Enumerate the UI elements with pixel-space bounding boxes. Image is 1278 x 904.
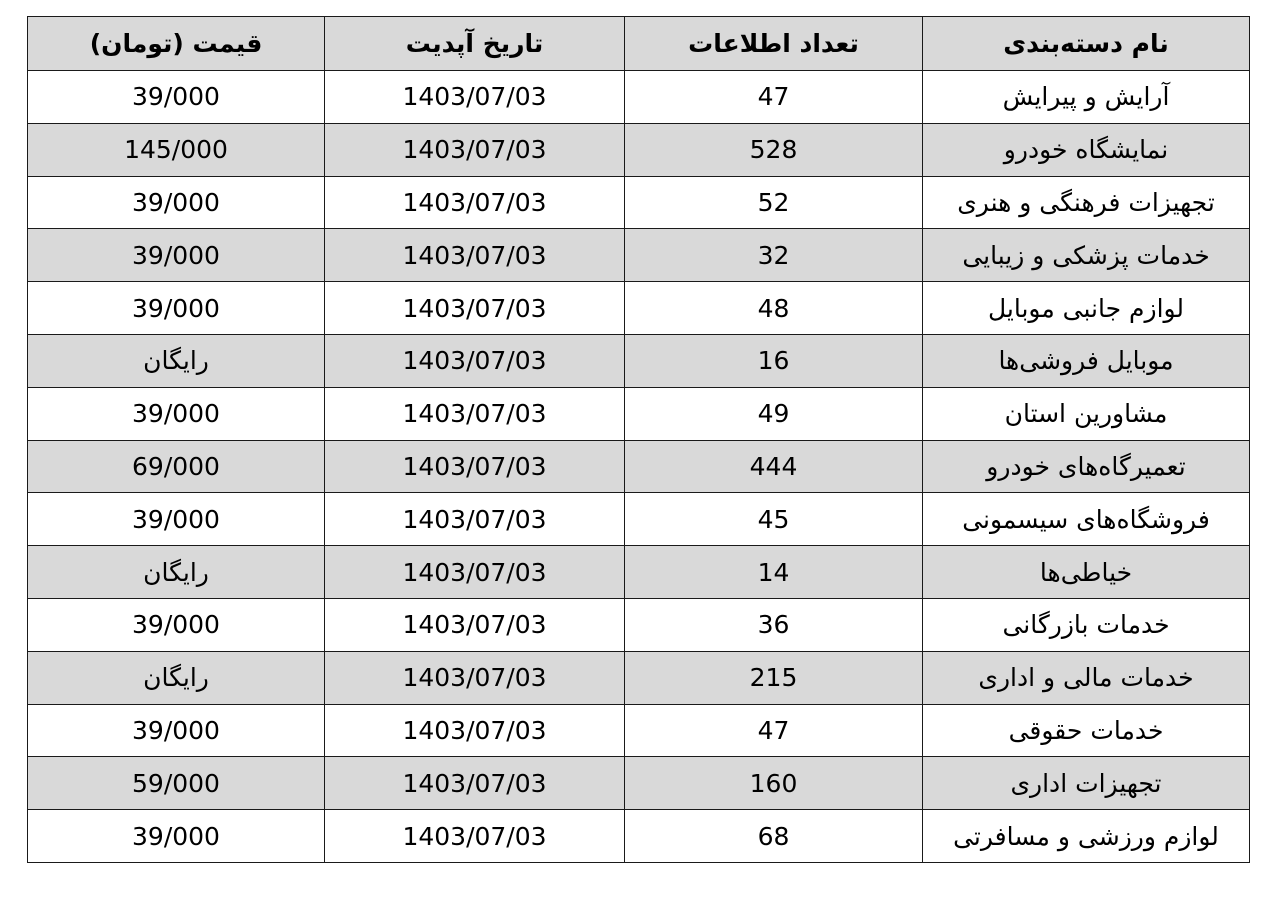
cell-info-count: 444 xyxy=(625,440,923,493)
cell-price: 145/000 xyxy=(28,123,325,176)
cell-category-name: خدمات مالی و اداری xyxy=(923,651,1250,704)
cell-info-count: 48 xyxy=(625,282,923,335)
cell-update-date: 1403/07/03 xyxy=(325,229,625,282)
category-price-table xyxy=(27,16,1250,863)
cell-price: رایگان xyxy=(28,334,325,387)
cell-update-date: 1403/07/03 xyxy=(325,704,625,757)
table-row xyxy=(28,334,1250,387)
cell-price: 39/000 xyxy=(28,176,325,229)
cell-category-name: نمایشگاه خودرو xyxy=(923,123,1250,176)
cell-info-count: 68 xyxy=(625,810,923,863)
cell-price: 39/000 xyxy=(28,704,325,757)
table-row xyxy=(28,810,1250,863)
cell-category-name: خیاطی‌ها xyxy=(923,546,1250,599)
table-row xyxy=(28,651,1250,704)
table-row xyxy=(28,123,1250,176)
cell-update-date: 1403/07/03 xyxy=(325,176,625,229)
cell-category-name: آرایش و پیرایش xyxy=(923,71,1250,124)
cell-price: 39/000 xyxy=(28,71,325,124)
cell-update-date: 1403/07/03 xyxy=(325,440,625,493)
cell-price: 39/000 xyxy=(28,493,325,546)
table-row xyxy=(28,704,1250,757)
cell-price: 39/000 xyxy=(28,387,325,440)
cell-info-count: 36 xyxy=(625,598,923,651)
cell-info-count: 45 xyxy=(625,493,923,546)
table-header-row xyxy=(28,17,1250,71)
cell-category-name: خدمات پزشکی و زیبایی xyxy=(923,229,1250,282)
cell-info-count: 14 xyxy=(625,546,923,599)
cell-update-date: 1403/07/03 xyxy=(325,598,625,651)
table-row xyxy=(28,282,1250,335)
table-row xyxy=(28,546,1250,599)
cell-update-date: 1403/07/03 xyxy=(325,651,625,704)
table-row xyxy=(28,757,1250,810)
cell-info-count: 49 xyxy=(625,387,923,440)
table-row xyxy=(28,598,1250,651)
table-row xyxy=(28,440,1250,493)
cell-category-name: تجهیزات اداری xyxy=(923,757,1250,810)
cell-category-name: لوازم ورزشی و مسافرتی xyxy=(923,810,1250,863)
cell-category-name: خدمات حقوقی xyxy=(923,704,1250,757)
table-row xyxy=(28,71,1250,124)
header-update-date: تاریخ آپدیت xyxy=(325,17,625,71)
cell-category-name: موبایل فروشی‌ها xyxy=(923,334,1250,387)
cell-update-date: 1403/07/03 xyxy=(325,387,625,440)
table-row xyxy=(28,229,1250,282)
cell-info-count: 47 xyxy=(625,71,923,124)
header-info-count: تعداد اطلاعات xyxy=(625,17,923,71)
header-category-name: نام دسته‌بندی xyxy=(923,17,1250,71)
cell-category-name: فروشگاه‌های سیسمونی xyxy=(923,493,1250,546)
cell-update-date: 1403/07/03 xyxy=(325,757,625,810)
header-price: قیمت (تومان) xyxy=(28,17,325,71)
cell-category-name: خدمات بازرگانی xyxy=(923,598,1250,651)
cell-price: رایگان xyxy=(28,546,325,599)
cell-info-count: 47 xyxy=(625,704,923,757)
table-row xyxy=(28,493,1250,546)
category-price-table-wrapper xyxy=(27,16,1249,863)
cell-update-date: 1403/07/03 xyxy=(325,493,625,546)
cell-price: 39/000 xyxy=(28,810,325,863)
cell-price: 39/000 xyxy=(28,282,325,335)
cell-info-count: 52 xyxy=(625,176,923,229)
cell-price: 59/000 xyxy=(28,757,325,810)
cell-info-count: 16 xyxy=(625,334,923,387)
cell-update-date: 1403/07/03 xyxy=(325,282,625,335)
cell-info-count: 32 xyxy=(625,229,923,282)
cell-price: رایگان xyxy=(28,651,325,704)
cell-info-count: 528 xyxy=(625,123,923,176)
cell-info-count: 215 xyxy=(625,651,923,704)
cell-update-date: 1403/07/03 xyxy=(325,334,625,387)
cell-price: 39/000 xyxy=(28,229,325,282)
cell-price: 39/000 xyxy=(28,598,325,651)
cell-category-name: لوازم جانبی موبایل xyxy=(923,282,1250,335)
cell-update-date: 1403/07/03 xyxy=(325,123,625,176)
cell-update-date: 1403/07/03 xyxy=(325,71,625,124)
cell-price: 69/000 xyxy=(28,440,325,493)
table-row xyxy=(28,387,1250,440)
cell-category-name: مشاورین استان xyxy=(923,387,1250,440)
cell-category-name: تجهیزات فرهنگی و هنری xyxy=(923,176,1250,229)
cell-update-date: 1403/07/03 xyxy=(325,810,625,863)
cell-update-date: 1403/07/03 xyxy=(325,546,625,599)
table-row xyxy=(28,176,1250,229)
cell-info-count: 160 xyxy=(625,757,923,810)
cell-category-name: تعمیرگاه‌های خودرو xyxy=(923,440,1250,493)
